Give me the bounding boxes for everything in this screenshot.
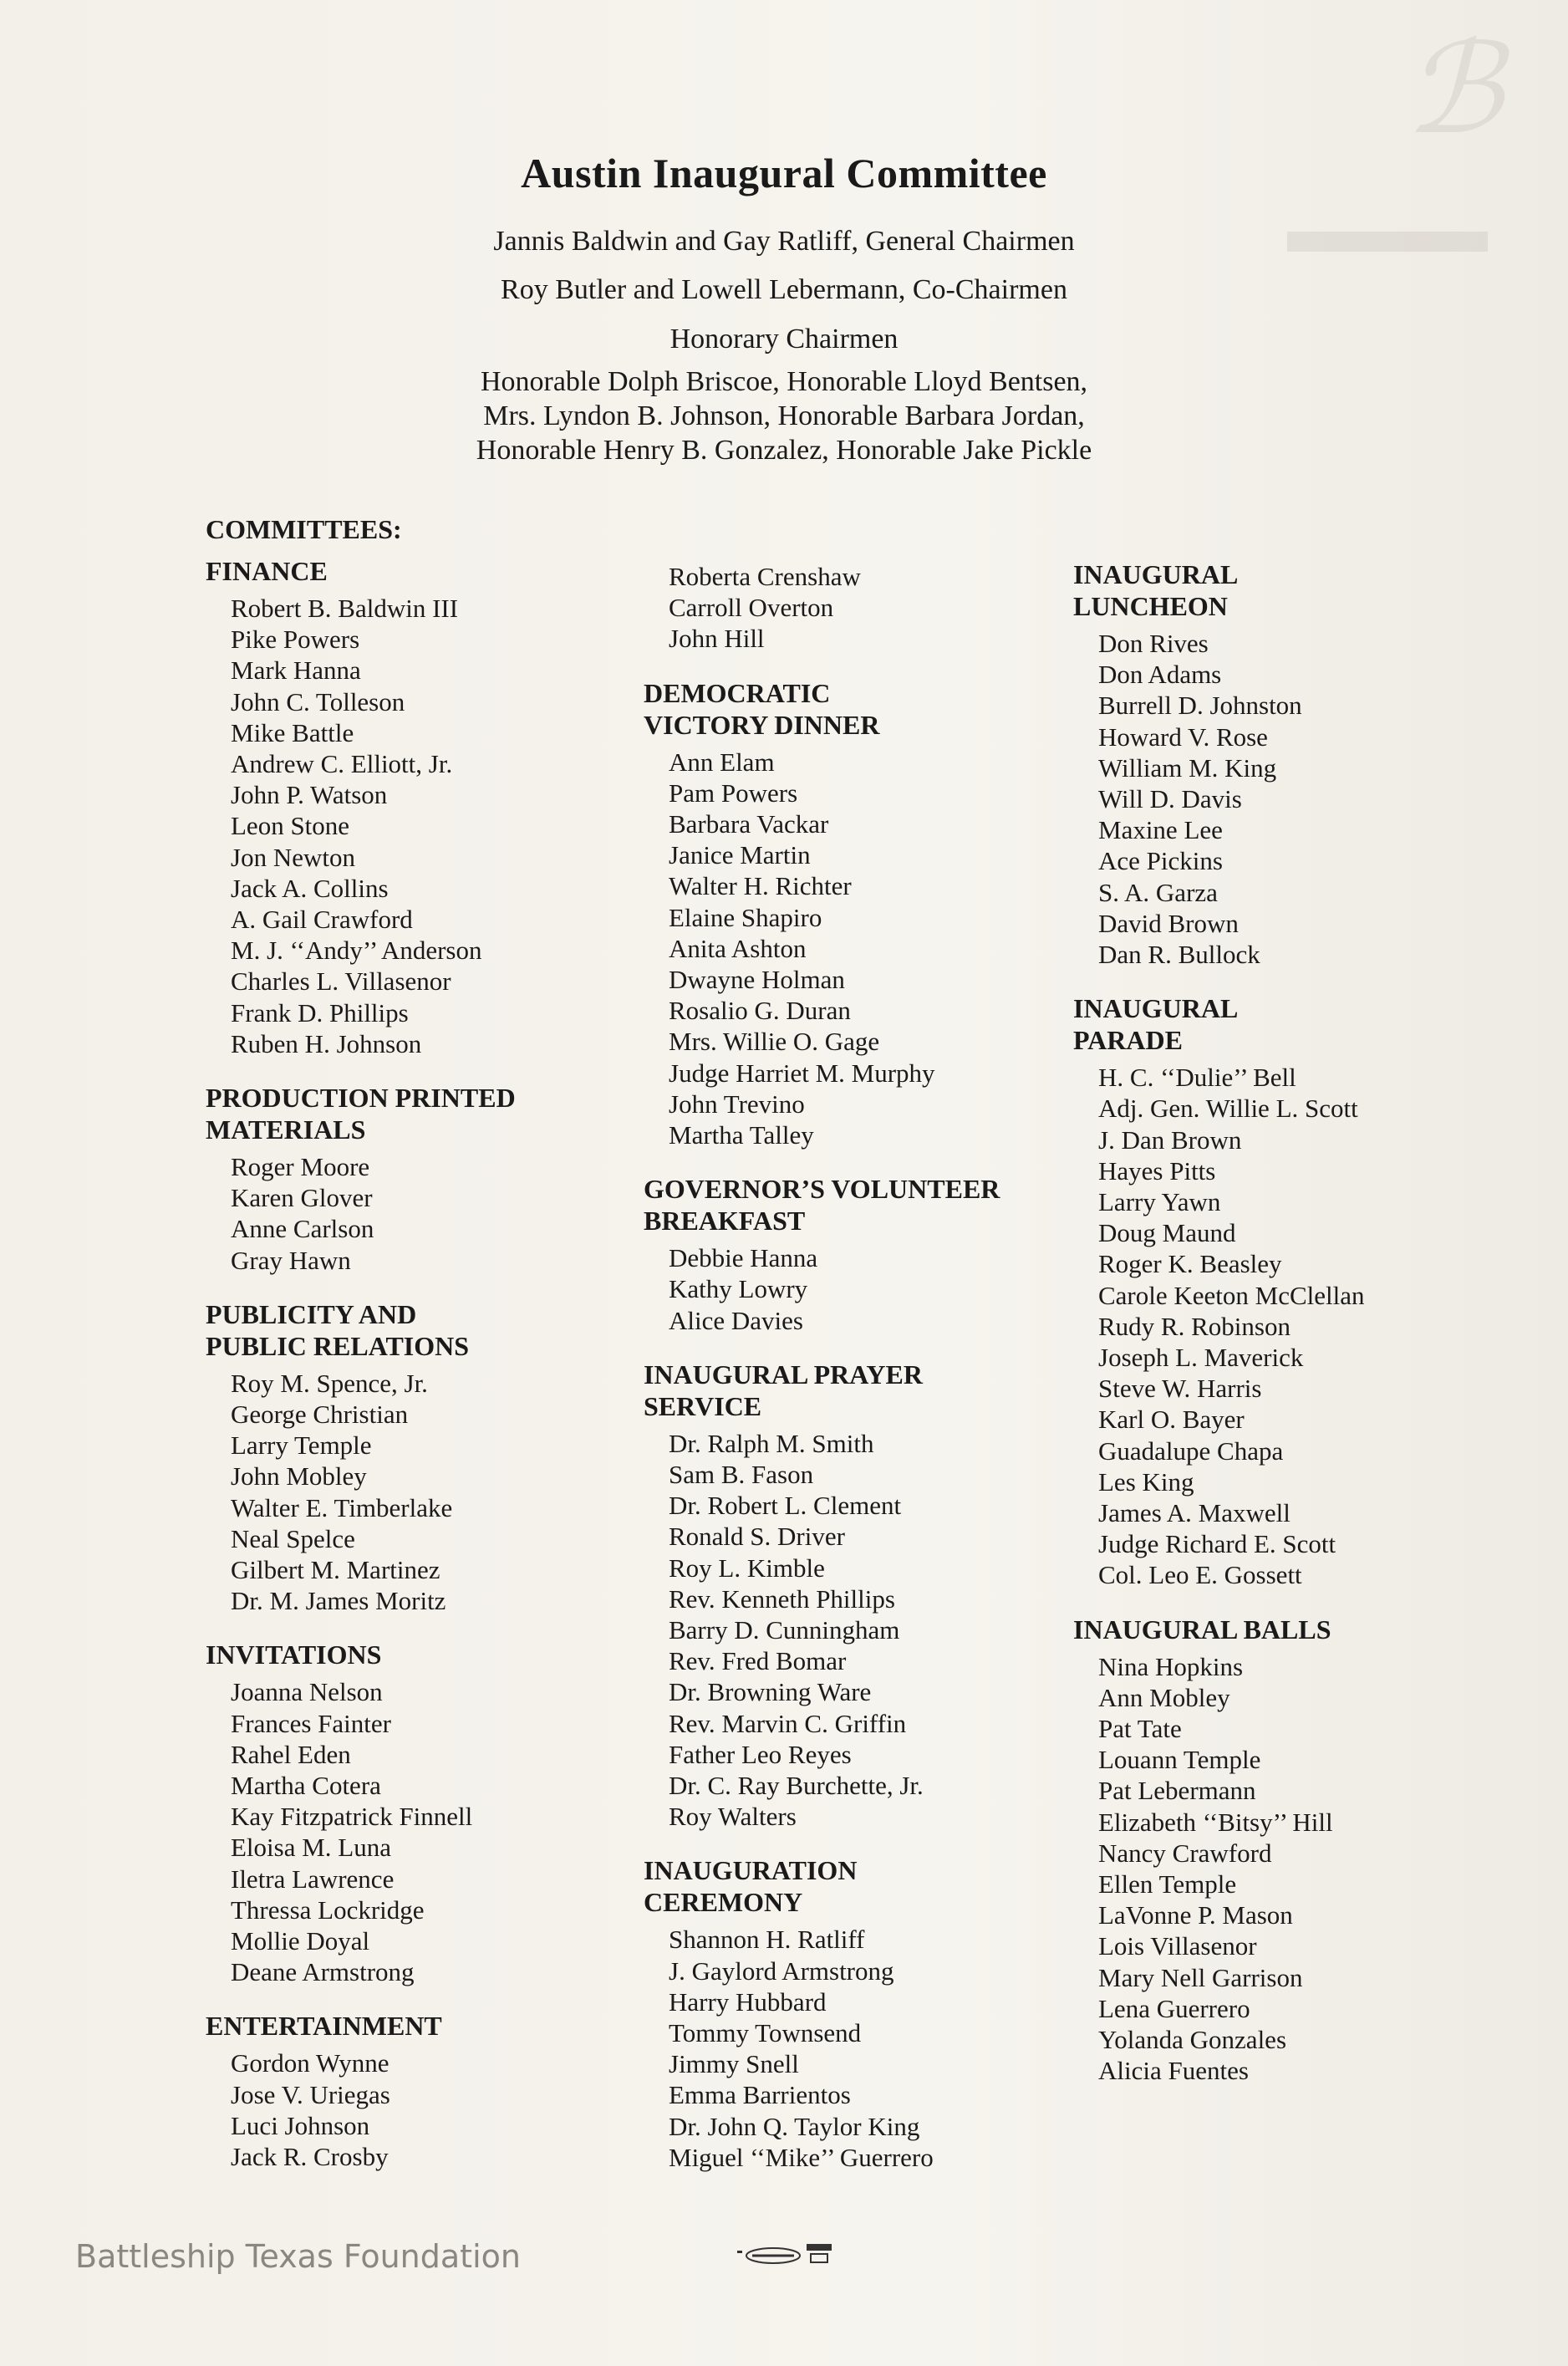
committee-member: Dr. John Q. Taylor King — [669, 2111, 920, 2141]
committee-member: Elizabeth ‘‘Bitsy’’ Hill — [1098, 1807, 1333, 1837]
committee-member: Anne Carlson — [231, 1214, 374, 1244]
committee-member: Howard V. Rose — [1098, 722, 1268, 752]
committee-member: Andrew C. Elliott, Jr. — [231, 749, 453, 778]
committee-member: Don Rives — [1098, 629, 1209, 658]
committee-member: John Mobley — [231, 1461, 367, 1491]
general-chairmen-line: Jannis Baldwin and Gay Ratliff, General Chairmen — [493, 226, 1075, 257]
committee-member: George Christian — [231, 1400, 409, 1429]
committee-member: John Hill — [669, 624, 765, 654]
committee-member: Larry Yawn — [1098, 1187, 1221, 1216]
committee-member: H. C. ‘‘Dulie’’ Bell — [1098, 1063, 1296, 1093]
committee-title: PRODUCTION PRINTED — [206, 1083, 516, 1113]
committee-member: Martha Talley — [669, 1120, 814, 1150]
page-title: Austin Inaugural Committee — [521, 150, 1047, 196]
committee-title: FINANCE — [206, 556, 328, 586]
committee-member: Ronald S. Driver — [669, 1522, 845, 1552]
honorary-chairmen-line-1: Honorable Dolph Briscoe, Honorable Lloyd Bentsen, — [480, 366, 1088, 397]
committee-member: Lois Villasenor — [1098, 1931, 1257, 1961]
committee-member: Dr. Robert L. Clement — [669, 1491, 902, 1521]
committee-title: INAUGURAL PRAYER — [644, 1359, 923, 1390]
committee-member: Jon Newton — [231, 842, 355, 872]
committee-member: Father Leo Reyes — [669, 1739, 852, 1769]
committee-member: Dr. Browning Ware — [669, 1677, 872, 1707]
committee-member: Ann Elam — [669, 747, 775, 777]
committee-member: Pike Powers — [231, 625, 360, 655]
committee-member: Dr. M. James Moritz — [231, 1586, 446, 1616]
honorary-chairmen-line-2: Mrs. Lyndon B. Johnson, Honorable Barbara Jordan, — [483, 400, 1085, 431]
committee-member: Mollie Doyal — [231, 1926, 370, 1956]
committee-member: Joseph L. Maverick — [1098, 1343, 1304, 1372]
show-through-heading: ▬▬▬ — [1287, 193, 1488, 267]
committee-member: Les King — [1098, 1466, 1194, 1497]
committee-member: William M. King — [1098, 752, 1277, 783]
committee-title: INAUGURAL BALLS — [1073, 1614, 1331, 1644]
co-chairmen-line: Roy Butler and Lowell Lebermann, Co-Chairmen — [501, 274, 1067, 305]
committee-member: Karen Glover — [231, 1183, 373, 1213]
committee-member: Jimmy Snell — [669, 2049, 799, 2079]
committee-member: Steve W. Harris — [1098, 1374, 1262, 1404]
committee-member: Nina Hopkins — [1098, 1651, 1244, 1681]
committee-member: Dwayne Holman — [669, 965, 845, 994]
committee-member: Jack A. Collins — [231, 873, 389, 903]
committee-member: Ann Mobley — [1098, 1682, 1230, 1712]
committee-title: PUBLIC RELATIONS — [206, 1330, 470, 1361]
committee-member: David Brown — [1098, 908, 1239, 938]
committee-member: Ellen Temple — [1098, 1869, 1237, 1899]
committee-member: Thressa Lockridge — [231, 1894, 425, 1925]
committee-member: Carroll Overton — [669, 593, 834, 623]
committee-member: Leon Stone — [231, 811, 350, 841]
committee-member: Karl O. Bayer — [1098, 1405, 1245, 1435]
committee-member: Neal Spelce — [231, 1523, 355, 1553]
committee-title: PARADE — [1073, 1025, 1183, 1056]
committee-title: MATERIALS — [206, 1114, 366, 1145]
committee-member: Tommy Townsend — [669, 2018, 862, 2047]
committee-title: INAUGURAL — [1073, 559, 1239, 589]
committee-member: Walter E. Timberlake — [231, 1492, 453, 1522]
committee-member: Iletra Lawrence — [231, 1864, 395, 1894]
committee-title: SERVICE — [644, 1390, 762, 1421]
committee-member: Rosalio G. Duran — [669, 996, 851, 1026]
committee-member: Adj. Gen. Willie L. Scott — [1098, 1094, 1358, 1124]
committee-title: ENTERTAINMENT — [206, 2011, 442, 2042]
watermark: Battleship Texas Foundation — [75, 2238, 521, 2275]
committee-title: CEREMONY — [644, 1887, 803, 1918]
committee-member: Mrs. Willie O. Gage — [669, 1027, 880, 1057]
honorary-chairmen-label: Honorary Chairmen — [669, 324, 899, 354]
committee-member: Pat Tate — [1098, 1714, 1182, 1743]
committee-member: Rev. Marvin C. Griffin — [669, 1708, 907, 1738]
committee-member: Lena Guerrero — [1098, 1993, 1250, 2023]
committee-title: VICTORY DINNER — [644, 709, 880, 740]
union-label-icon — [736, 2241, 844, 2271]
committee-member: Pam Powers — [669, 778, 798, 808]
committee-member: Roy M. Spence, Jr. — [231, 1368, 428, 1398]
committee-member: Jack R. Crosby — [231, 2142, 389, 2171]
committee-member: LaVonne P. Mason — [1098, 1900, 1293, 1930]
committee-member: Roger Moore — [231, 1152, 370, 1181]
committee-member: Charles L. Villasenor — [231, 966, 451, 997]
committee-member: Roy Walters — [669, 1802, 797, 1832]
committee-member: J. Dan Brown — [1098, 1124, 1242, 1155]
committee-member: Mike Battle — [231, 717, 354, 747]
committee-member: Gilbert M. Martinez — [231, 1555, 440, 1584]
committee-member: Barbara Vackar — [669, 809, 829, 839]
committee-title: PUBLICITY AND — [206, 1298, 417, 1329]
committee-title: DEMOCRATIC — [644, 677, 831, 708]
committee-title: GOVERNOR’S VOLUNTEER — [644, 1174, 1000, 1205]
committee-member: Judge Richard E. Scott — [1098, 1529, 1336, 1559]
committee-member: Shannon H. Ratliff — [669, 1925, 865, 1955]
committee-member: Col. Leo E. Gossett — [1098, 1560, 1302, 1590]
committee-title: LUNCHEON — [1073, 591, 1228, 621]
committee-member: Alicia Fuentes — [1098, 2056, 1249, 2086]
committee-member: Miguel ‘‘Mike’’ Guerrero — [669, 2142, 934, 2172]
committee-member: A. Gail Crawford — [231, 905, 413, 934]
committee-member: Rev. Fred Bomar — [669, 1646, 847, 1676]
committee-member: Will D. Davis — [1098, 784, 1242, 813]
committee-member: Barry D. Cunningham — [669, 1615, 900, 1644]
committee-member: Roger K. Beasley — [1098, 1249, 1282, 1279]
committee-member: John Trevino — [669, 1089, 805, 1119]
committee-member: S. A. Garza — [1098, 877, 1218, 907]
committee-member: Joanna Nelson — [231, 1677, 383, 1707]
committee-member: Hayes Pitts — [1098, 1155, 1216, 1186]
committee-title: BREAKFAST — [644, 1206, 806, 1237]
committee-member: Judge Harriet M. Murphy — [669, 1058, 935, 1088]
committee-member: Ace Pickins — [1098, 846, 1223, 876]
committee-member: Martha Cotera — [231, 1771, 381, 1800]
committee-member: Guadalupe Chapa — [1098, 1435, 1284, 1466]
committee-member: Anita Ashton — [669, 933, 807, 963]
committee-member: John C. Tolleson — [231, 686, 405, 716]
committee-member: Rev. Kenneth Phillips — [669, 1583, 895, 1614]
committee-member: Emma Barrientos — [669, 2080, 851, 2110]
committee-member: Roy L. Kimble — [669, 1553, 825, 1583]
committee-member: Gordon Wynne — [231, 2048, 389, 2078]
committee-member: Louann Temple — [1098, 1745, 1261, 1775]
committee-member: Ruben H. Johnson — [231, 1028, 422, 1058]
committee-member: John P. Watson — [231, 780, 388, 810]
committee-member: Yolanda Gonzales — [1098, 2025, 1287, 2054]
committee-member: Frances Fainter — [231, 1708, 391, 1738]
committee-member: Gray Hawn — [231, 1245, 351, 1275]
committee-member: Jose V. Uriegas — [231, 2079, 390, 2109]
committee-member: J. Gaylord Armstrong — [669, 1956, 894, 1986]
committee-member: Carole Keeton McClellan — [1098, 1280, 1365, 1310]
committee-member: Doug Maund — [1098, 1218, 1236, 1248]
committee-title: INAUGURAL — [1073, 993, 1239, 1024]
committee-member: Burrell D. Johnston — [1098, 691, 1302, 721]
committee-member: Frank D. Phillips — [231, 997, 409, 1027]
committee-member: Don Adams — [1098, 660, 1222, 690]
committee-member: Maxine Lee — [1098, 815, 1223, 845]
committee-member: Roberta Crenshaw — [669, 562, 861, 591]
committee-member: Dr. Ralph M. Smith — [669, 1428, 874, 1458]
committee-member: Rahel Eden — [231, 1739, 351, 1769]
committee-member: Kathy Lowry — [669, 1274, 808, 1304]
committee-member: Dr. C. Ray Burchette, Jr. — [669, 1771, 924, 1800]
committee-member: Nancy Crawford — [1098, 1838, 1272, 1868]
committee-member: Walter H. Richter — [669, 871, 852, 901]
committee-member: Robert B. Baldwin III — [231, 594, 459, 623]
committee-member: Mary Nell Garrison — [1098, 1962, 1303, 1992]
committee-title: INVITATIONS — [206, 1639, 382, 1670]
committee-member: Elaine Shapiro — [669, 902, 822, 932]
committee-member: Debbie Hanna — [669, 1243, 818, 1273]
committee-member: Sam B. Fason — [669, 1460, 814, 1489]
committee-title: INAUGURATION — [644, 1855, 858, 1886]
committee-member: Dan R. Bullock — [1098, 940, 1260, 969]
committee-member: Rudy R. Robinson — [1098, 1311, 1291, 1341]
committees-label: COMMITTEES: — [206, 514, 402, 544]
committee-member: James A. Maxwell — [1098, 1498, 1291, 1527]
committee-member: Alice Davies — [669, 1305, 803, 1335]
show-through-script: ℬ — [1404, 21, 1503, 160]
committee-member: Mark Hanna — [231, 655, 361, 686]
committee-member: Eloisa M. Luna — [231, 1833, 391, 1863]
committee-member: Luci Johnson — [231, 2110, 370, 2140]
committee-member: Kay Fitzpatrick Finnell — [231, 1802, 473, 1832]
committee-member: Pat Lebermann — [1098, 1776, 1256, 1806]
committee-member: M. J. ‘‘Andy’’ Anderson — [231, 936, 482, 966]
committee-member: Larry Temple — [231, 1430, 372, 1461]
honorary-chairmen-line-3: Honorable Henry B. Gonzalez, Honorable Jake Pickle — [476, 435, 1092, 466]
committee-member: Janice Martin — [669, 840, 811, 870]
committee-member: Deane Armstrong — [231, 1957, 415, 1987]
committee-member: Harry Hubbard — [669, 1986, 827, 2017]
